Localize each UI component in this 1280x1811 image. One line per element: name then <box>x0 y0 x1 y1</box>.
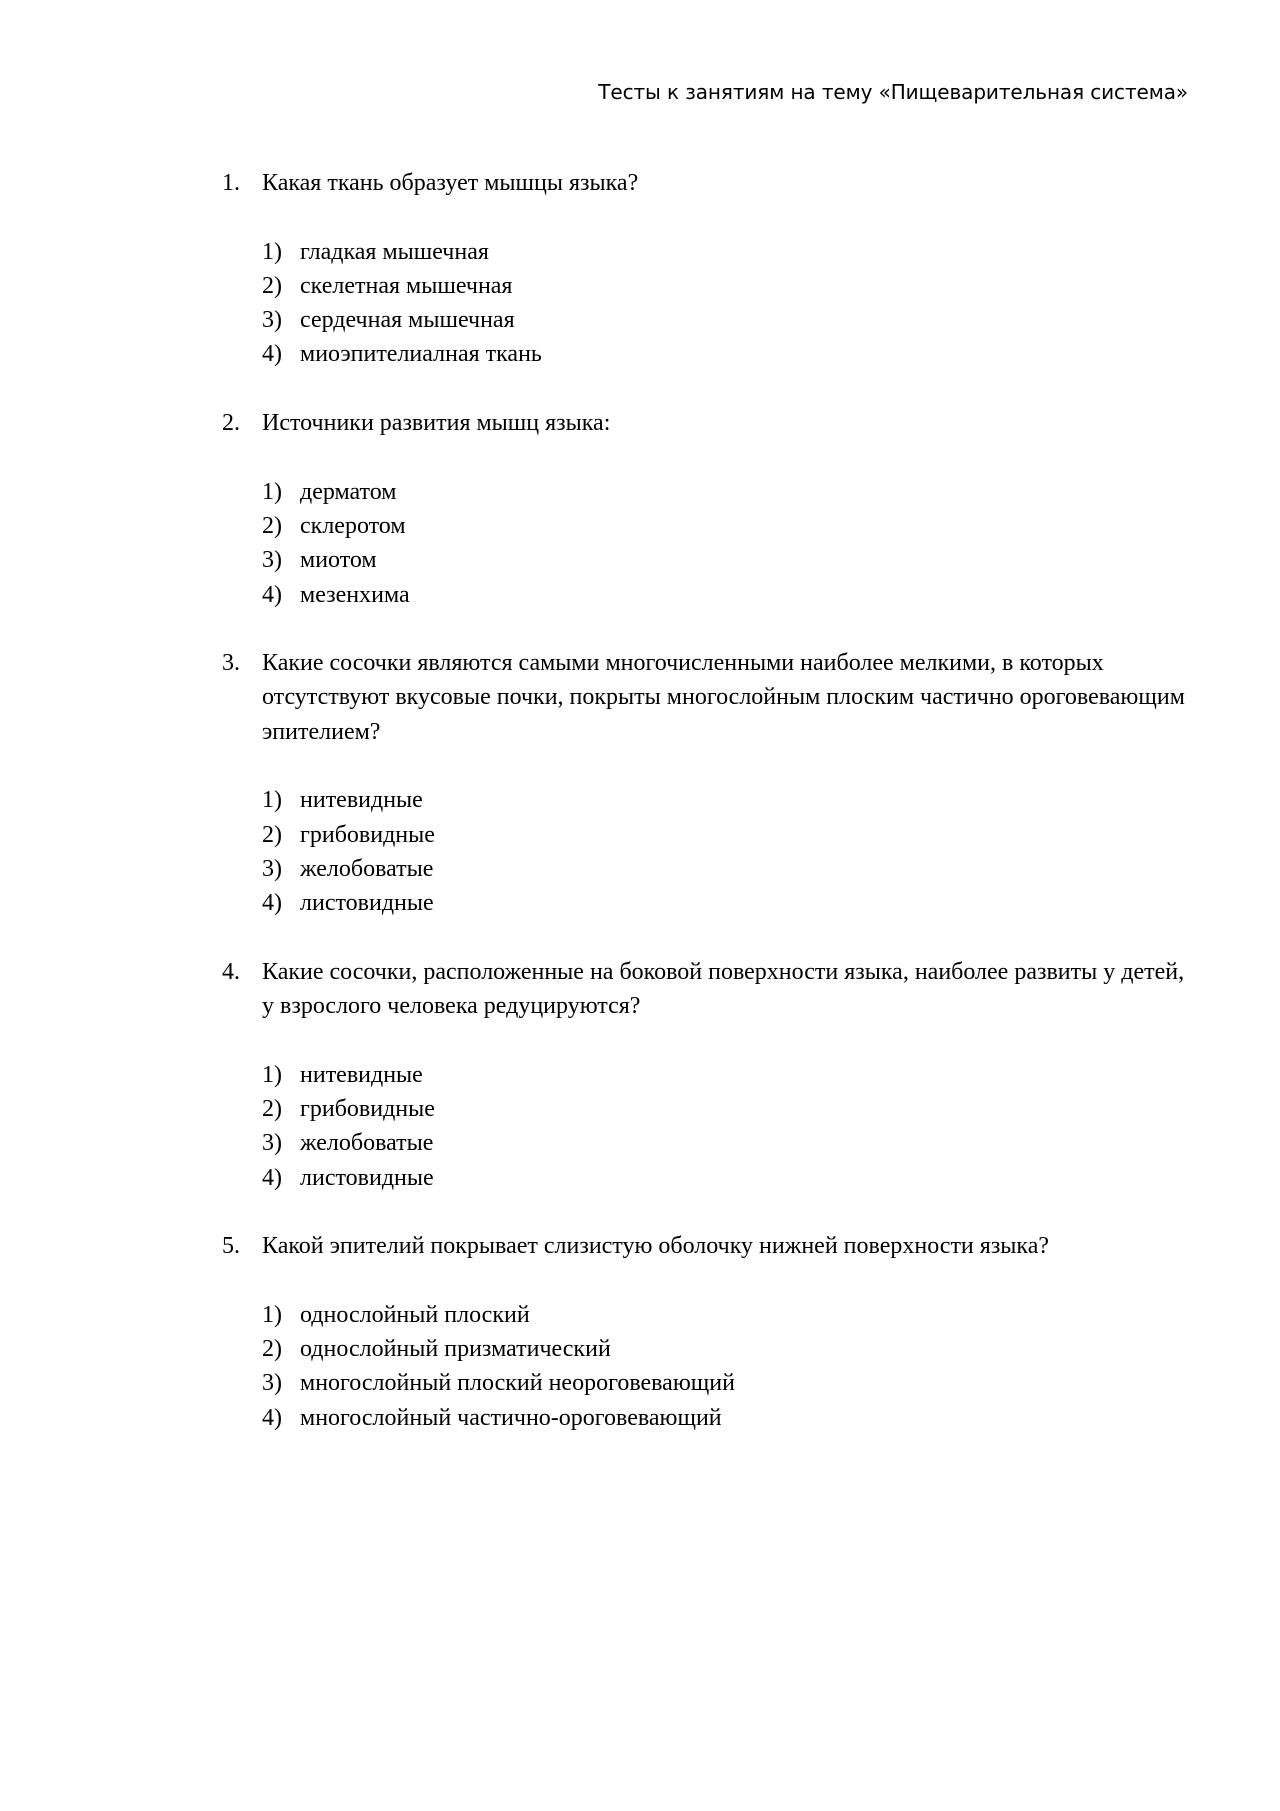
answer-option <box>262 235 1190 269</box>
answer-option <box>262 269 1190 303</box>
answer-option <box>262 1298 1190 1332</box>
answer-option <box>262 1092 1190 1126</box>
question-number: 3. <box>222 650 240 677</box>
option-number: 1) <box>262 238 282 265</box>
option-number: 4) <box>262 890 282 917</box>
question-5 <box>222 1229 1190 1435</box>
option-number: 2) <box>262 1096 282 1123</box>
option-number: 2) <box>262 821 282 848</box>
option-text: гладкая мышечная <box>300 238 489 265</box>
option-number: 4) <box>262 581 282 608</box>
option-text: нитевидные <box>300 787 423 814</box>
option-number: 4) <box>262 1404 282 1431</box>
option-text: листовидные <box>300 1164 434 1191</box>
option-text: миотом <box>300 547 377 574</box>
option-text: нитевидные <box>300 1061 423 1088</box>
option-number: 4) <box>262 1164 282 1191</box>
option-number: 1) <box>262 1061 282 1088</box>
answer-option <box>262 852 1190 886</box>
answer-option <box>262 1161 1190 1195</box>
question-text: Какой эпителий покрывает слизистую оболочку нижней поверхности языка? <box>262 1233 1050 1260</box>
option-number: 2) <box>262 1336 282 1363</box>
question-text: Какая ткань образует мышцы языка? <box>262 170 639 196</box>
option-text: многослойный плоский неороговевающий <box>300 1370 735 1397</box>
option-number: 1) <box>262 478 282 505</box>
question-number: 1. <box>222 170 240 196</box>
answer-options <box>222 1058 1190 1195</box>
question-stem <box>222 646 1190 749</box>
option-text: сердечная мышечная <box>300 307 515 334</box>
option-number: 3) <box>262 1130 282 1157</box>
answer-option <box>262 509 1190 543</box>
option-text: склеротом <box>300 512 406 539</box>
answer-options <box>222 475 1190 612</box>
answer-option <box>262 1126 1190 1160</box>
answer-option <box>262 1401 1190 1435</box>
option-number: 3) <box>262 547 282 574</box>
option-number: 3) <box>262 855 282 882</box>
question-stem <box>222 955 1190 1024</box>
option-text: мезенхима <box>300 581 410 608</box>
option-text: однослойный призматический <box>300 1336 611 1363</box>
question-4 <box>222 955 1190 1195</box>
option-number: 4) <box>262 341 282 368</box>
question-stem <box>222 1229 1190 1263</box>
answer-option <box>262 1332 1190 1366</box>
answer-option <box>262 1366 1190 1400</box>
answer-options <box>222 235 1190 372</box>
answer-option <box>262 543 1190 577</box>
option-number: 3) <box>262 1370 282 1397</box>
option-text: однослойный плоский <box>300 1301 530 1328</box>
question-text: Источники развития мышц языка: <box>262 410 611 437</box>
question-stem <box>222 406 1190 440</box>
question-number: 2. <box>222 410 240 437</box>
option-text: грибовидные <box>300 1096 435 1123</box>
option-text: желобоватые <box>300 855 434 882</box>
answer-option <box>262 818 1190 852</box>
question-text: Какие сосочки являются самыми многочисленными наиболее мелкими, в которых отсутствуют вкусовые почки, покрыты многослойным плоским частично ороговевающим эпителием? <box>262 650 1185 745</box>
answer-option <box>262 303 1190 337</box>
answer-options <box>222 1298 1190 1435</box>
option-number: 1) <box>262 787 282 814</box>
answer-option <box>262 475 1190 509</box>
question-stem <box>222 166 1190 200</box>
answer-option <box>262 783 1190 817</box>
answer-option <box>262 1058 1190 1092</box>
answer-option <box>262 337 1190 371</box>
answer-options <box>222 783 1190 920</box>
question-2 <box>222 406 1190 612</box>
option-number: 3) <box>262 307 282 334</box>
question-1 <box>222 166 1190 372</box>
question-number: 5. <box>222 1233 240 1260</box>
option-text: скелетная мышечная <box>300 272 513 299</box>
option-text: многослойный частично-ороговевающий <box>300 1404 722 1431</box>
option-number: 2) <box>262 512 282 539</box>
option-text: дерматом <box>300 478 397 505</box>
page-header: Тесты к занятиям на тему «Пищеварительная система» <box>598 80 1188 104</box>
question-list <box>222 166 1190 1469</box>
option-number: 2) <box>262 272 282 299</box>
answer-option <box>262 578 1190 612</box>
option-text: грибовидные <box>300 821 435 848</box>
option-text: желобоватые <box>300 1130 434 1157</box>
answer-option <box>262 886 1190 920</box>
question-3 <box>222 646 1190 920</box>
option-text: листовидные <box>300 890 434 917</box>
question-number: 4. <box>222 958 240 985</box>
question-text: Какие сосочки, расположенные на боковой поверхности языка, наиболее развиты у детей, у взрослого человека редуцируются? <box>262 958 1185 1020</box>
option-number: 1) <box>262 1301 282 1328</box>
option-text: миоэпителиалная ткань <box>300 341 542 368</box>
